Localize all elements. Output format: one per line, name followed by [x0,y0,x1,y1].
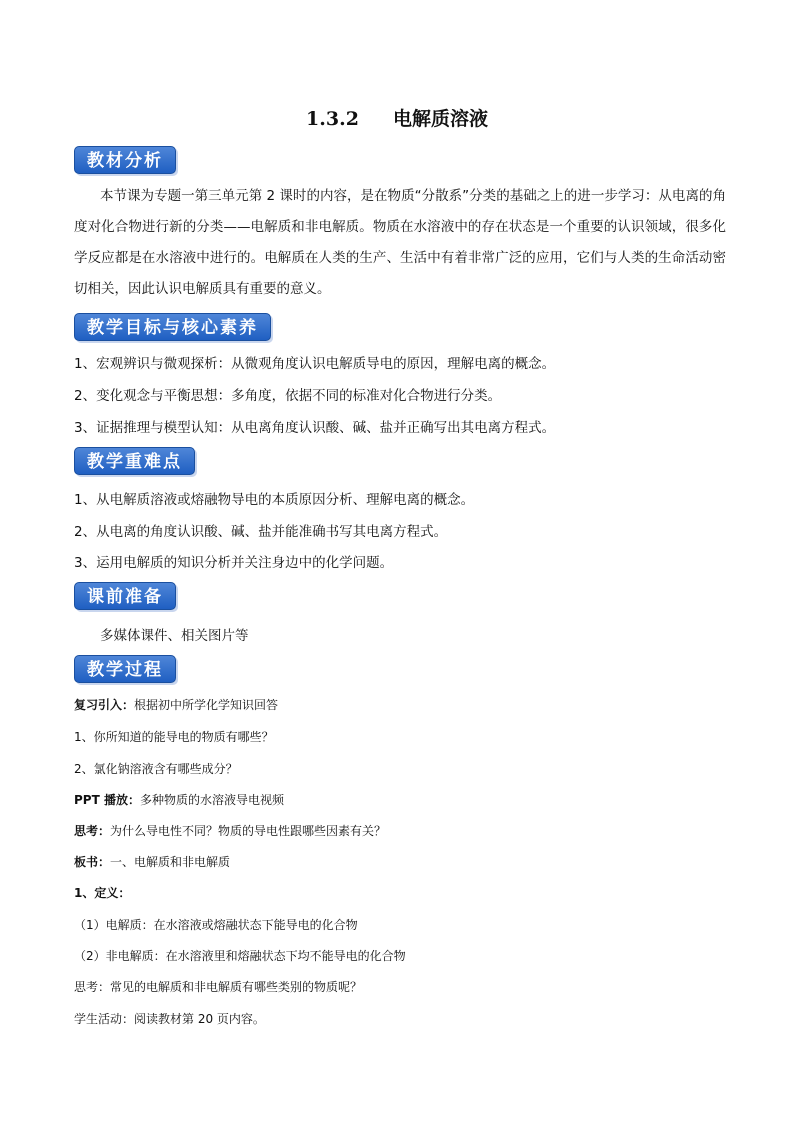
section-number: 1.3.2 [306,108,359,130]
think-line [74,822,386,839]
section-title: 电解质溶液 [392,108,488,130]
prep-text: 多媒体课件、相关图片等 [100,628,249,644]
question-2: 2、氯化钠溶液含有哪些成分？ [74,762,238,776]
header-prep: 课前准备 [74,582,176,610]
board-text: 一、电解质和非电解质 [110,855,231,869]
think-question-2: 思考：常见的电解质和非电解质有哪些类别的物质呢？ [74,980,363,994]
goal-item-1: 1、宏观辨识与微观探析：从微观角度认识电解质导电的原因，理解电离的概念。 [74,356,556,372]
definition-electrolyte: （1）电解质：在水溶液或熔融状态下能导电的化合物 [74,918,358,932]
board-line [74,853,230,870]
student-activity: 学生活动：阅读教材第 20 页内容。 [74,1012,265,1026]
header-key-points: 教学重难点 [74,447,195,475]
question-1: 1、你所知道的能导电的物质有哪些？ [74,730,274,744]
board-label: 板书： [74,855,111,869]
ppt-label: PPT 播放： [74,793,140,807]
ppt-line [74,791,284,808]
key-point-2: 2、从电离的角度认识酸、碱、盐并能准确书写其电离方程式。 [74,524,448,540]
definition-non-electrolyte: （2）非电解质：在水溶液里和熔融状态下均不能导电的化合物 [74,949,406,963]
think-text: 为什么导电性不同？物质的导电性跟哪些因素有关？ [110,824,387,838]
review-label: 复习引入： [74,698,135,712]
review-text: 根据初中所学化学知识回答 [134,698,279,712]
key-point-3: 3、运用电解质的知识分析并关注身边中的化学问题。 [74,555,394,571]
goal-item-2: 2、变化观念与平衡思想：多角度，依据不同的标准对化合物进行分类。 [74,388,502,404]
goal-item-3: 3、证据推理与模型认知：从电离角度认识酸、碱、盐并正确写出其电离方程式。 [74,420,556,436]
key-point-1: 1、从电解质溶液或熔融物导电的本质原因分析、理解电离的概念。 [74,492,475,508]
think-label: 思考： [74,824,111,838]
ppt-text: 多种物质的水溶液导电视频 [139,793,284,807]
page-title [0,104,794,131]
header-analysis: 教材分析 [74,146,176,174]
definition-label: 1、定义： [74,886,131,900]
header-process: 教学过程 [74,655,176,683]
header-goals: 教学目标与核心素养 [74,313,271,341]
review-line [74,696,278,713]
analysis-paragraph: 本节课为专题一第三单元第 2 课时的内容，是在物质“分散系”分类的基础之上的进一步学习：从电离的角度对化合物进行新的分类——电解质和非电解质。物质在水溶液中的存在状态是一个重要的认识领域，很多化学反应都是在水溶液中进行的。电解质在人类的生产、生活中有着非常广泛的应用，它们与人类的生命活动密切相关，因此认识电解质具有重要的意义。 [74,188,726,297]
